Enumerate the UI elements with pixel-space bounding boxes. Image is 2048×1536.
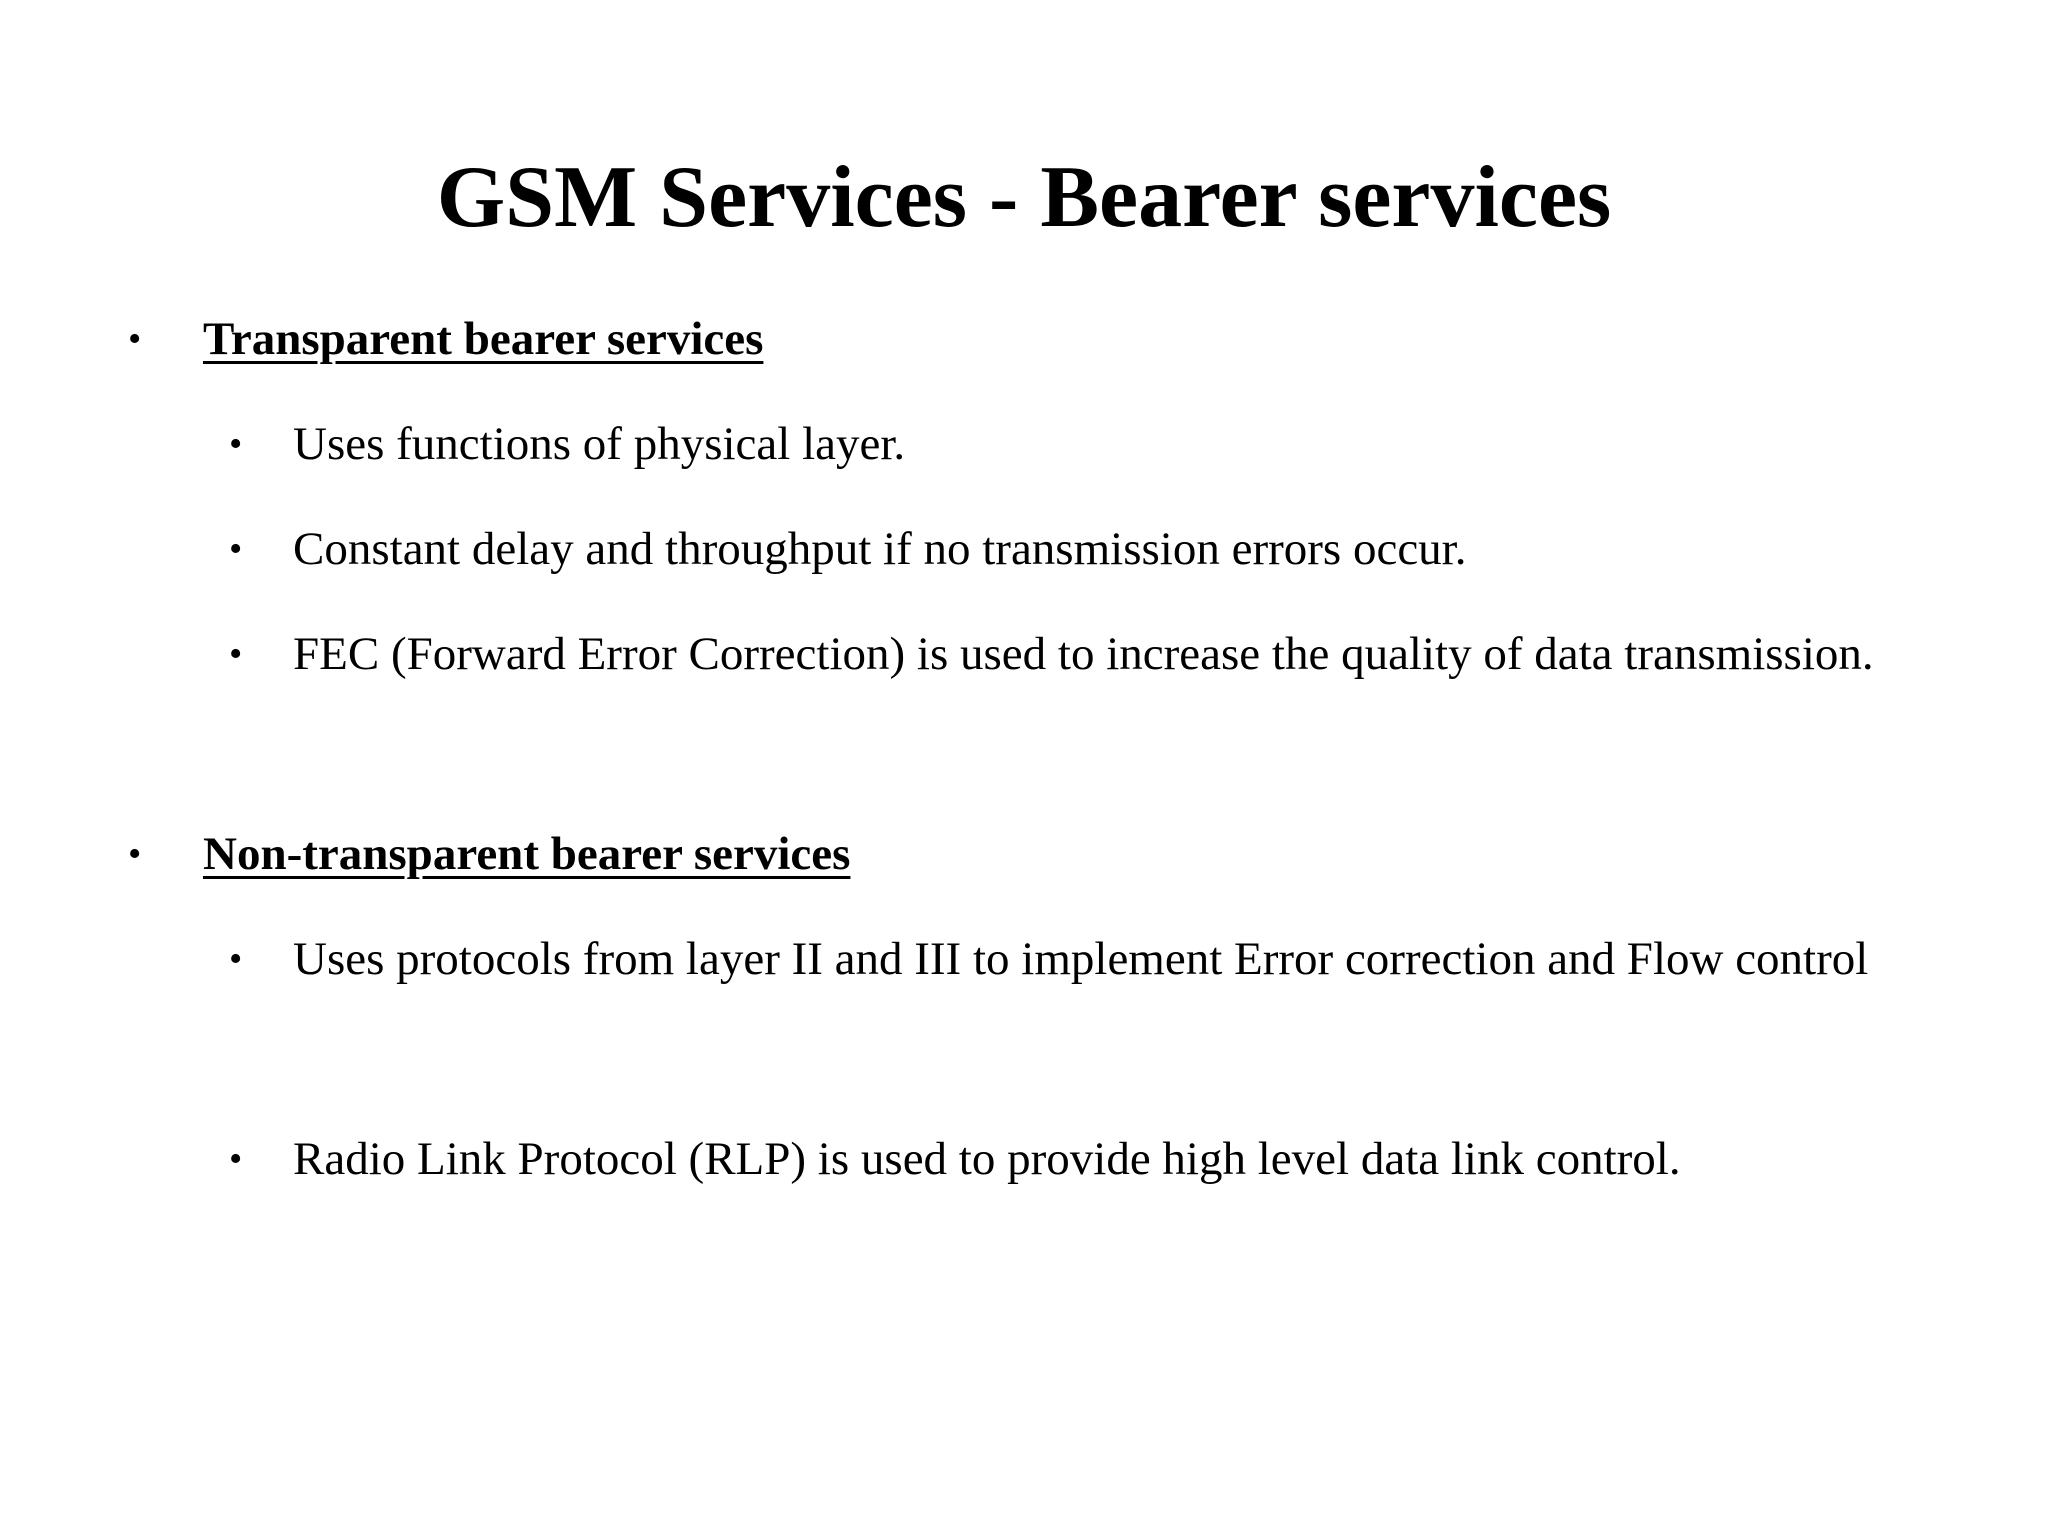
list-item-text: Uses protocols from layer II and III to implement Error correction and Flow control xyxy=(293,933,1869,985)
bullet-icon: • xyxy=(229,1138,243,1180)
list-item xyxy=(229,913,1943,1006)
list-item-text: FEC (Forward Error Correction) is used to increase the quality of data transmission. xyxy=(293,628,1874,680)
section-heading-row xyxy=(128,808,1703,901)
section-heading: Non-transparent bearer services xyxy=(203,828,851,880)
list-item xyxy=(229,1113,1943,1206)
list-item xyxy=(229,398,1943,491)
bullet-icon: • xyxy=(229,938,243,980)
bullet-icon: • xyxy=(128,833,142,875)
list-item-text: Radio Link Protocol (RLP) is used to provide high level data link control. xyxy=(293,1133,1681,1185)
section-heading: Transparent bearer services xyxy=(203,313,764,365)
bullet-icon: • xyxy=(229,528,243,570)
bullet-icon: • xyxy=(229,423,243,465)
bullet-icon: • xyxy=(128,318,142,360)
section-heading-row xyxy=(128,293,1703,386)
bullet-icon: • xyxy=(229,633,243,675)
list-item-text: Uses functions of physical layer. xyxy=(293,418,906,470)
list-item xyxy=(229,503,1943,596)
slide-title: GSM Services - Bearer services xyxy=(436,149,1612,246)
list-item-text: Constant delay and throughput if no transmission errors occur. xyxy=(293,523,1467,575)
list-item xyxy=(229,608,1943,701)
